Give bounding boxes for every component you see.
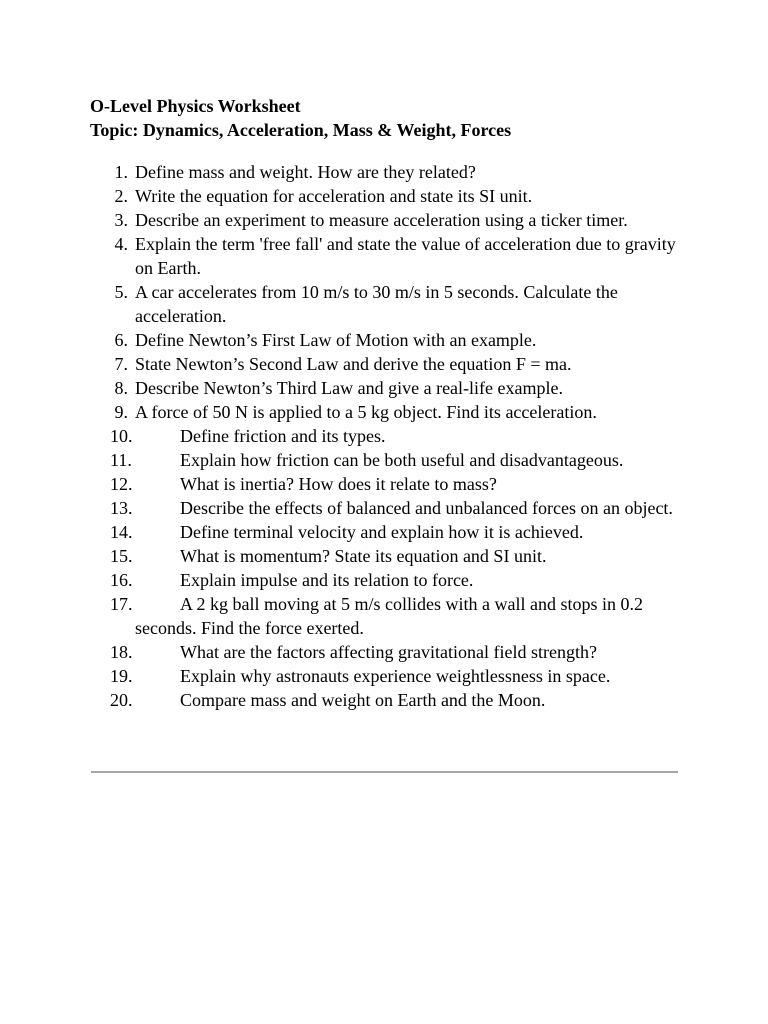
question-number: 11. [110, 450, 132, 470]
question-text: Explain how friction can be both useful and disadvantageous. [180, 450, 624, 470]
question-item [90, 328, 680, 352]
question-text: Describe the effects of balanced and unbalanced forces on an object. [180, 498, 673, 518]
question-item [90, 184, 680, 208]
question-text: State Newton’s Second Law and derive the equation F = ma. [135, 354, 572, 374]
question-text: What are the factors affecting gravitational field strength? [180, 642, 597, 662]
question-text: Define terminal velocity and explain how it is achieved. [180, 522, 584, 542]
question-item [90, 640, 680, 664]
question-number: 14. [110, 522, 133, 542]
question-item [90, 160, 680, 184]
question-text: Write the equation for acceleration and state its SI unit. [135, 186, 533, 206]
question-item [90, 520, 680, 544]
question-item [90, 352, 680, 376]
question-item [90, 472, 680, 496]
question-text: What is inertia? How does it relate to mass? [180, 474, 497, 494]
question-text: Compare mass and weight on Earth and the Moon. [180, 690, 546, 710]
question-number: 19. [110, 666, 133, 686]
question-text: Define friction and its types. [180, 426, 386, 446]
question-item [90, 280, 680, 328]
question-number: 5. [114, 282, 128, 302]
question-number: 2. [114, 186, 128, 206]
question-number: 13. [110, 498, 133, 518]
question-number: 20. [110, 690, 133, 710]
question-number: 18. [110, 642, 133, 662]
question-item [90, 664, 680, 688]
question-item [90, 376, 680, 400]
question-number: 8. [114, 378, 128, 398]
question-item [90, 688, 680, 712]
question-number: 1. [114, 162, 128, 182]
question-item [90, 208, 680, 232]
question-item [90, 592, 680, 640]
question-number: 10. [110, 426, 133, 446]
question-number: 17. [110, 594, 133, 614]
question-number: 3. [114, 210, 128, 230]
question-number: 4. [114, 234, 128, 254]
question-text: A force of 50 N is applied to a 5 kg object. Find its acceleration. [135, 402, 597, 422]
horizontal-divider [91, 771, 678, 773]
worksheet-topic: Topic: Dynamics, Acceleration, Mass & Weight, Forces [90, 120, 512, 140]
question-number: 9. [114, 402, 128, 422]
question-number: 6. [114, 330, 128, 350]
question-item [90, 400, 680, 424]
question-text: A 2 kg ball moving at 5 m/s collides with a wall and stops in 0.2 seconds. Find the force exerted. [135, 594, 643, 638]
question-number: 7. [114, 354, 128, 374]
question-item [90, 448, 680, 472]
question-text: Explain the term 'free fall' and state the value of acceleration due to gravity on Earth. [135, 234, 676, 278]
question-item [90, 424, 680, 448]
question-item [90, 232, 680, 280]
question-number: 12. [110, 474, 133, 494]
question-item [90, 496, 680, 520]
worksheet-title: O-Level Physics Worksheet [90, 96, 301, 116]
question-text: A car accelerates from 10 m/s to 30 m/s in 5 seconds. Calculate the acceleration. [135, 282, 618, 326]
question-text: Describe an experiment to measure acceleration using a ticker timer. [135, 210, 628, 230]
question-list [90, 160, 680, 712]
question-item [90, 544, 680, 568]
question-text: Explain why astronauts experience weightlessness in space. [180, 666, 611, 686]
question-text: What is momentum? State its equation and SI unit. [180, 546, 547, 566]
question-number: 16. [110, 570, 133, 590]
question-number: 15. [110, 546, 133, 566]
question-text: Define Newton’s First Law of Motion with an example. [135, 330, 537, 350]
worksheet-page [90, 94, 680, 712]
question-text: Describe Newton’s Third Law and give a real-life example. [135, 378, 564, 398]
question-item [90, 568, 680, 592]
question-text: Define mass and weight. How are they related? [135, 162, 476, 182]
question-text: Explain impulse and its relation to force. [180, 570, 474, 590]
